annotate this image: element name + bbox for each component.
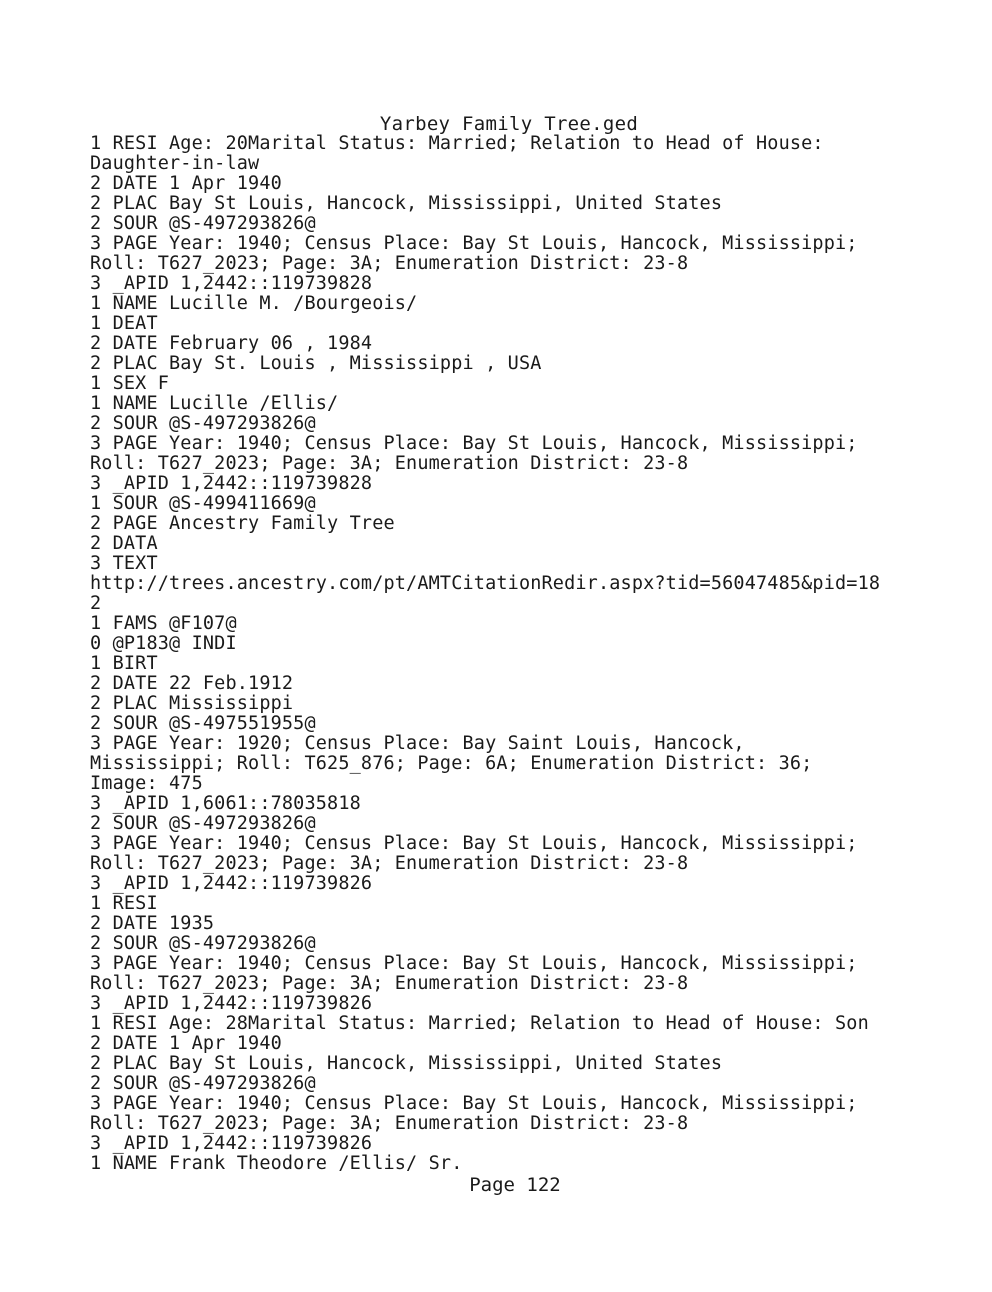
page-number: Page 122: [469, 1174, 561, 1196]
record-line: 2 DATA: [90, 533, 158, 554]
record-line: http://trees.ancestry.com/pt/AMTCitationRedir.aspx?tid=56047485&pid=18: [90, 573, 881, 594]
record-line: 1 SOUR @S-499411669@: [90, 493, 316, 514]
record-line: 3 _APID 1,2442::119739828: [90, 273, 373, 294]
record-line: 3 PAGE Year: 1940; Census Place: Bay St Louis, Hancock, Mississippi;: [90, 833, 858, 854]
record-line: 3 PAGE Year: 1940; Census Place: Bay St Louis, Hancock, Mississippi;: [90, 233, 858, 254]
record-line: 2 PLAC Bay St Louis, Hancock, Mississippi, United States: [90, 193, 723, 214]
record-line: 2 DATE February 06 , 1984: [90, 333, 373, 354]
record-line: 2 SOUR @S-497551955@: [90, 713, 316, 734]
record-line: Image: 475: [90, 773, 203, 794]
record-line: 3 _APID 1,2442::119739826: [90, 1133, 373, 1154]
record-line: 3 _APID 1,2442::119739826: [90, 873, 373, 894]
record-line: 3 TEXT: [90, 553, 158, 574]
record-line: 3 _APID 1,2442::119739826: [90, 993, 373, 1014]
record-line: 1 BIRT: [90, 653, 158, 674]
record-line: 2 DATE 1 Apr 1940: [90, 173, 282, 194]
record-line: 2 DATE 1935: [90, 913, 215, 934]
record-line: 1 NAME Frank Theodore /Ellis/ Sr.: [90, 1153, 463, 1174]
record-line: 1 DEAT: [90, 313, 158, 334]
record-line: 2 DATE 1 Apr 1940: [90, 1033, 282, 1054]
record-line: 2 PLAC Mississippi: [90, 693, 294, 714]
record-line: 1 SEX F: [90, 373, 170, 394]
record-line: 2 SOUR @S-497293826@: [90, 813, 316, 834]
record-line: 1 RESI: [90, 893, 158, 914]
record-line: 0 @P183@ INDI: [90, 633, 237, 654]
record-line: 3 PAGE Year: 1940; Census Place: Bay St Louis, Hancock, Mississippi;: [90, 1093, 858, 1114]
record-line: 2 PLAC Bay St Louis, Hancock, Mississippi, United States: [90, 1053, 723, 1074]
record-line: Daughter-in-law: [90, 153, 260, 174]
record-line: 1 RESI Age: 28Marital Status: Married; Relation to Head of House: Son: [90, 1013, 869, 1034]
record-line: 3 _APID 1,2442::119739828: [90, 473, 373, 494]
record-line: 2 SOUR @S-497293826@: [90, 413, 316, 434]
record-line: Roll: T627_2023; Page: 3A; Enumeration District: 23-8: [90, 973, 689, 994]
record-line: 3 PAGE Year: 1940; Census Place: Bay St Louis, Hancock, Mississippi;: [90, 433, 858, 454]
record-line: 2 SOUR @S-497293826@: [90, 1073, 316, 1094]
record-line: 1 FAMS @F107@: [90, 613, 237, 634]
record-line: 2 SOUR @S-497293826@: [90, 213, 316, 234]
record-line: 2 DATE 22 Feb.1912: [90, 673, 294, 694]
record-line: Roll: T627_2023; Page: 3A; Enumeration District: 23-8: [90, 253, 689, 274]
record-line: Roll: T627_2023; Page: 3A; Enumeration District: 23-8: [90, 1113, 689, 1134]
record-line: 2 PAGE Ancestry Family Tree: [90, 513, 395, 534]
document-title: Yarbey Family Tree.ged: [379, 113, 639, 135]
record-line: 2: [90, 593, 102, 614]
record-line: 1 NAME Lucille M. /Bourgeois/: [90, 293, 418, 314]
record-line: 2 PLAC Bay St. Louis , Mississippi , USA: [90, 353, 542, 374]
record-line: 3 PAGE Year: 1940; Census Place: Bay St Louis, Hancock, Mississippi;: [90, 953, 858, 974]
record-line: 3 _APID 1,6061::78035818: [90, 793, 361, 814]
record-line: Mississippi; Roll: T625_876; Page: 6A; Enumeration District: 36;: [90, 753, 813, 774]
record-line: Roll: T627_2023; Page: 3A; Enumeration District: 23-8: [90, 453, 689, 474]
record-line: 1 NAME Lucille /Ellis/: [90, 393, 339, 414]
record-line: 3 PAGE Year: 1920; Census Place: Bay Saint Louis, Hancock,: [90, 733, 745, 754]
gedcom-record-lines: [90, 134, 970, 1174]
record-line: 1 RESI Age: 20Marital Status: Married; Relation to Head of House:: [90, 133, 824, 154]
record-line: Roll: T627_2023; Page: 3A; Enumeration District: 23-8: [90, 853, 689, 874]
record-line: 2 SOUR @S-497293826@: [90, 933, 316, 954]
